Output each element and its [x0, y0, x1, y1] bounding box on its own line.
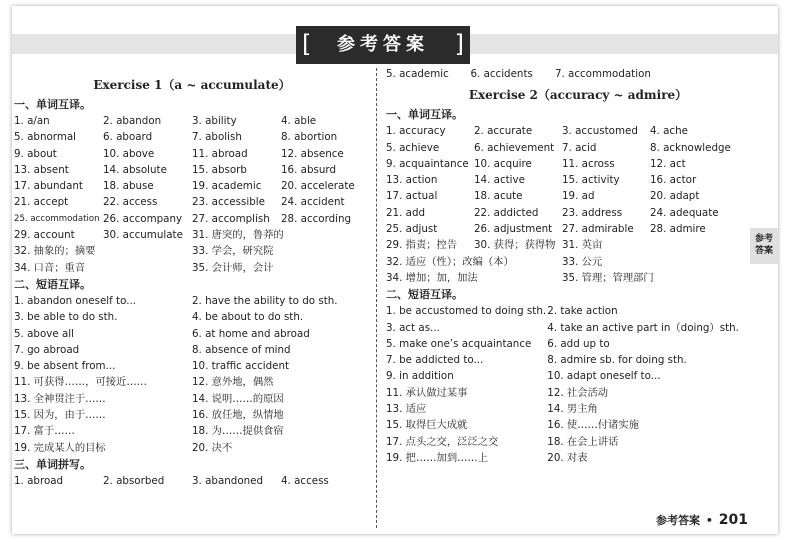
answer-row [386, 450, 770, 466]
answer-item: 2. absorbed [103, 474, 165, 487]
answer-row [14, 309, 370, 325]
answer-item: 15. 因为，由于…… [14, 409, 106, 422]
answer-item: 17. actual [386, 190, 438, 203]
answer-row [386, 188, 738, 204]
answer-item: 35. 管理；管理部门 [562, 271, 654, 284]
ex1-section-word-translation: 一、单词互译。 [14, 98, 91, 111]
answer-item: 10. traffic accident [192, 360, 290, 373]
answer-row [386, 352, 770, 368]
answer-item: 14. active [474, 174, 525, 187]
answer-row [386, 320, 770, 336]
answer-item: 19. 把……加到……上 [386, 451, 489, 464]
answer-row [386, 270, 738, 286]
ex1-word-list [14, 113, 370, 276]
answer-item: 12. 社会活动 [547, 386, 609, 399]
answer-row [386, 123, 738, 139]
answer-item: 8. absence of mind [192, 343, 291, 356]
answer-item: 6. add up to [547, 337, 610, 350]
answer-item: 1. accuracy [386, 125, 446, 138]
answer-item: 11. 承认做过某事 [386, 386, 468, 399]
side-tab-line-2: 答案 [754, 246, 773, 256]
answer-item: 4. ache [650, 125, 688, 138]
answer-item: 21. add [386, 206, 426, 219]
answer-item: 24. accident [281, 196, 345, 209]
answer-item: 12. absence [281, 147, 344, 160]
answer-item: 32. 抽象的；摘要 [14, 245, 96, 258]
page-footer [656, 512, 748, 528]
answer-row [386, 172, 738, 188]
answer-item: 19. 完成某人的目标 [14, 441, 106, 454]
answer-item: 22. addicted [474, 206, 539, 219]
answer-item: 20. 对表 [547, 451, 588, 464]
answer-item: 30. 获得；获得物 [474, 239, 556, 252]
answer-item: 34. 增加；加，加法 [386, 271, 478, 284]
answer-row [386, 368, 770, 384]
answer-item: 6. achievement [474, 141, 555, 154]
answer-item: 4. take an active part in（doing）sth. [547, 321, 739, 334]
answer-row [386, 303, 770, 319]
answer-item: 29. account [14, 229, 75, 242]
answer-item: 30. accumulate [103, 229, 183, 242]
answer-row [14, 227, 370, 243]
answer-row [386, 140, 738, 156]
answer-item: 5. make one’s acquaintance [386, 337, 532, 350]
answer-item: 16. 使……付诸实施 [547, 419, 639, 432]
answer-item: 20. accelerate [281, 180, 355, 193]
footer-bullet: • [705, 514, 713, 527]
header-bracket-right: ] [454, 30, 464, 58]
answer-item: 34. 口音；重音 [14, 261, 86, 274]
ex2-word-list [386, 123, 770, 286]
answer-row [386, 336, 770, 352]
answer-item: 24. adequate [650, 206, 719, 219]
answer-item: 13. 全神贯注于…… [14, 392, 106, 405]
answer-row [386, 417, 770, 433]
answer-item: 16. actor [650, 174, 697, 187]
answer-item: 12. 意外地，偶然 [192, 376, 274, 389]
answer-item: 17. 点头之交，泛泛之交 [386, 435, 499, 448]
answer-item: 19. academic [192, 180, 262, 193]
side-tab-line-1: 参考 [754, 234, 773, 244]
header-title-box [296, 26, 470, 64]
answer-item: 9. about [14, 147, 57, 160]
answer-item: 1. be accustomed to doing sth. [386, 305, 547, 318]
answer-item: 4. be about to do sth. [192, 311, 304, 324]
answer-item: 27. accomplish [192, 212, 270, 225]
answer-item: 13. 适应 [386, 403, 427, 416]
answer-item: 1. a/an [14, 115, 50, 127]
ex2-section-phrase-translation: 二、短语互译。 [386, 288, 463, 302]
answer-item: 17. 富于…… [14, 425, 75, 438]
answer-item: 20. 决不 [192, 441, 233, 454]
answer-row [14, 293, 370, 309]
answer-item: 19. ad [562, 190, 595, 203]
exercise-2-title: Exercise 2（accuracy ~ admire） [468, 88, 688, 103]
answer-item: 31. 唐突的，鲁莽的 [192, 229, 284, 242]
right-column [386, 66, 770, 466]
answer-row [14, 391, 370, 407]
answer-row [14, 358, 370, 374]
answer-item: 18. abuse [103, 180, 154, 193]
page-number: 201 [718, 512, 748, 528]
answer-item: 15. absorb [192, 163, 247, 176]
answer-item: 5. abnormal [14, 131, 77, 144]
answer-item: 11. across [562, 157, 615, 170]
answer-item: 5. achieve [386, 141, 440, 154]
answer-item: 22. access [103, 196, 158, 209]
answer-item: 9. acquaintance [386, 157, 469, 170]
answer-row [14, 260, 370, 276]
answer-row [14, 243, 370, 259]
answer-item: 8. admire sb. for doing sth. [547, 354, 687, 367]
answer-row [386, 66, 770, 82]
answer-item: 26. adjustment [474, 223, 553, 236]
answer-item: 1. abandon oneself to... [14, 294, 137, 307]
ex1-section-phrase-translation: 二、短语互译。 [14, 277, 91, 291]
answer-item: 5. academic [386, 68, 449, 80]
answer-row [14, 211, 370, 227]
ex2-section-word-translation: 一、单词互译。 [386, 108, 463, 122]
answer-row [386, 254, 738, 270]
answer-item: 21. accept [14, 196, 69, 209]
ex1-phrase-list [14, 293, 370, 456]
answer-item: 16. absurd [281, 163, 336, 176]
answer-item: 13. action [386, 174, 438, 187]
answer-row [14, 473, 370, 489]
answer-item: 35. 会计师，会计 [192, 261, 274, 274]
answer-item: 13. absent [14, 163, 69, 176]
answer-row [14, 423, 370, 439]
answer-item: 17. abundant [14, 180, 83, 193]
answer-item [650, 237, 738, 253]
answer-row [386, 401, 770, 417]
answer-item: 14. absolute [103, 163, 167, 176]
column-divider [376, 68, 377, 528]
answer-item: 9. in addition [386, 370, 454, 383]
answer-row [14, 440, 370, 456]
ex1-section-spelling: 三、单词拼写。 [14, 457, 91, 471]
answer-item: 28. according [281, 212, 352, 225]
left-column [14, 66, 370, 489]
exercise-1-title: Exercise 1（a ~ accumulate） [93, 78, 291, 92]
answer-item: 15. 取得巨大成就 [386, 419, 468, 432]
answer-row [14, 194, 370, 210]
answer-item: 4. able [281, 115, 317, 127]
answer-row [14, 146, 370, 162]
answer-item: 11. 可获得……，可接近…… [14, 376, 147, 389]
answer-item: 33. 学会，研究院 [192, 245, 274, 258]
answer-item: 33. 公元 [562, 255, 603, 268]
answer-item: 23. accessible [192, 196, 265, 209]
answer-item: 25. accommodation [14, 213, 100, 224]
answer-item: 9. be absent from... [14, 360, 116, 373]
answer-row [386, 434, 770, 450]
answer-row [14, 407, 370, 423]
footer-label: 参考答案 [656, 514, 701, 527]
answer-item: 2. take action [547, 305, 618, 318]
answer-item: 18. 为……提供食宿 [192, 425, 284, 438]
answer-item: 6. at home and abroad [192, 327, 310, 340]
answer-row [14, 178, 370, 194]
answer-item: 27. admirable [562, 223, 634, 236]
answer-item: 14. 男主角 [547, 403, 598, 416]
side-tab-answers [750, 228, 778, 264]
answer-row [386, 156, 738, 172]
answer-item: 7. abolish [192, 131, 242, 144]
answer-item: 6. accidents [470, 68, 533, 80]
answer-item: 4. access [281, 474, 329, 487]
answer-item: 20. adapt [650, 190, 700, 203]
answer-item: 5. above all [14, 327, 74, 340]
answer-item: 16. 放任地，纵情地 [192, 409, 284, 422]
answer-item: 15. activity [562, 174, 620, 187]
answer-item: 7. go abroad [14, 343, 80, 356]
answer-row [386, 205, 738, 221]
answer-item: 18. acute [474, 190, 523, 203]
answer-row [14, 162, 370, 178]
answer-item: 3. ability [192, 115, 237, 127]
answer-item: 10. adapt oneself to... [547, 370, 661, 383]
answer-item: 3. abandoned [192, 474, 264, 487]
answer-item: 10. above [103, 147, 155, 160]
answer-item: 11. abroad [192, 147, 248, 160]
answer-item: 6. aboard [103, 131, 153, 144]
answer-item: 7. acid [562, 141, 597, 154]
answer-row [386, 385, 770, 401]
answer-row [14, 374, 370, 390]
answer-row [14, 113, 370, 129]
answer-item: 7. accommodation [554, 68, 651, 80]
answer-row [386, 221, 738, 237]
answer-item: 8. acknowledge [650, 141, 731, 154]
answer-page [12, 6, 778, 534]
answer-item: 31. 英亩 [562, 239, 603, 252]
answer-item: 2. have the ability to do sth. [192, 294, 338, 307]
answer-row [14, 326, 370, 342]
answer-row [386, 237, 738, 253]
answer-item: 2. abandon [103, 115, 162, 127]
ex2-phrase-list [386, 303, 770, 466]
answer-row [14, 129, 370, 145]
answer-item: 28. admire [650, 223, 706, 236]
answer-item: 3. be able to do sth. [14, 311, 118, 324]
answer-item: 12. act [650, 157, 686, 170]
answer-item: 8. abortion [281, 131, 338, 144]
answer-row [14, 342, 370, 358]
answer-item: 1. abroad [14, 474, 64, 487]
answer-item: 10. acquire [474, 157, 532, 170]
answer-item: 3. accustomed [562, 125, 638, 138]
answer-item: 7. be addicted to... [386, 354, 484, 367]
answer-item: 32. 适应（性）；改编（本） [386, 255, 514, 268]
page-title: 参考答案 [337, 34, 429, 55]
answer-item: 3. act as... [386, 321, 440, 334]
answer-item: 26. accompany [103, 212, 183, 225]
answer-item: 23. address [562, 206, 623, 219]
answer-item: 25. adjust [386, 223, 438, 236]
answer-item: 14. 说明……的原因 [192, 392, 284, 405]
answer-item: 18. 在会上讲话 [547, 435, 619, 448]
answer-item: 2. accurate [474, 125, 533, 138]
header-bracket-left: [ [302, 30, 312, 58]
answer-item: 29. 指责；控告 [386, 239, 458, 252]
